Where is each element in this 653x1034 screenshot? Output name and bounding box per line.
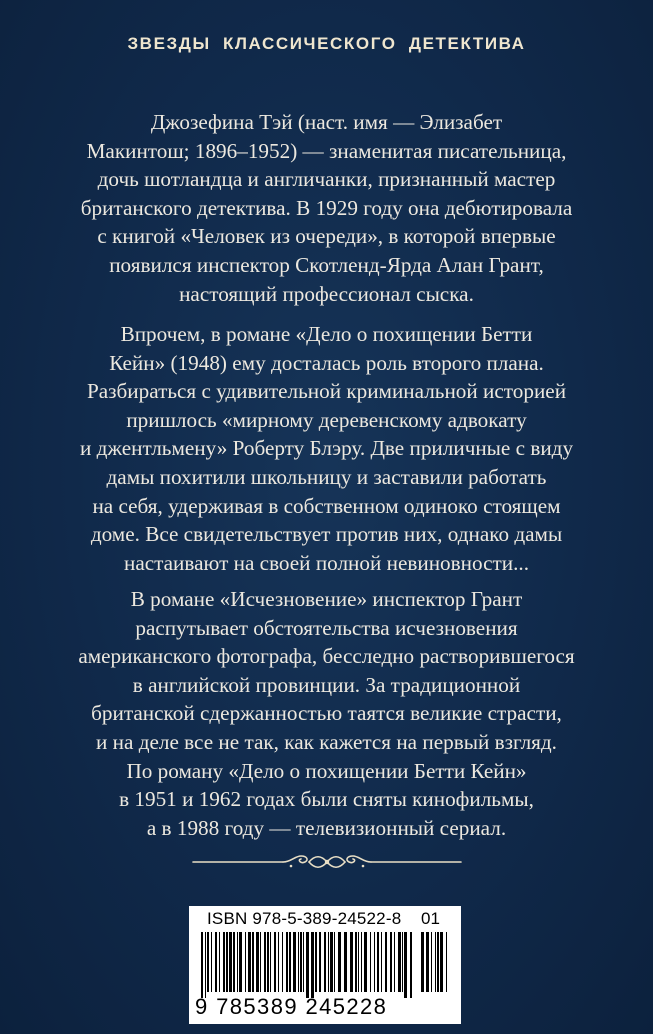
barcode-stripe <box>237 932 238 992</box>
barcode-stripe <box>381 932 382 992</box>
barcode-stripe <box>239 932 242 992</box>
barcode-stripe <box>248 932 251 992</box>
barcode-stripe <box>223 932 225 992</box>
text-line: в 1951 и 1962 годах были сняты кинофильмы, <box>119 787 534 812</box>
barcode-stripe <box>264 932 266 992</box>
barcode-stripe <box>355 932 357 992</box>
barcode-stripe <box>437 932 439 992</box>
barcode-stripe <box>440 932 443 992</box>
barcode-stripe <box>319 932 321 992</box>
annotation-paragraph-2 <box>60 320 593 577</box>
text-line: с книгой «Человек из очереди», в которой впервые <box>97 224 556 249</box>
barcode-stripe <box>328 932 329 992</box>
text-line: пришлось «мирному деревенскому адвокату <box>126 407 527 432</box>
text-line: распутывает обстоятельства исчезновения <box>135 615 518 640</box>
barcode-stripe <box>398 932 401 992</box>
barcode-stripe <box>421 932 424 992</box>
text-line: Джозефина Тэй (наст. имя — Элизабет <box>150 110 503 134</box>
text-line: Разбираться с удивительной криминальной историей <box>86 379 567 404</box>
text-line: В романе «Исчезновение» инспектор Грант <box>130 587 523 611</box>
text-line: в английской провинции. За традиционной <box>132 672 521 697</box>
text-line: настоящий профессионал сыска. <box>179 281 474 306</box>
barcode-stripe <box>207 932 209 992</box>
barcode-stripe <box>338 932 341 992</box>
barcode-stripe <box>252 932 254 992</box>
barcode-stripe <box>215 932 217 992</box>
text-line: на себя, удерживая в собственном одиноко стоящем <box>92 493 561 518</box>
barcode-addon-label: 01 <box>421 909 440 928</box>
barcode-stripe <box>315 932 317 992</box>
text-line: доме. Все свидетельствует против них, однако дамы <box>90 522 563 547</box>
barcode-digits: 9 785389 245228 <box>195 994 388 1019</box>
text-line: настаивают на своей полной невиновности... <box>123 550 529 575</box>
barcode-stripe <box>394 932 395 992</box>
barcode-stripe <box>370 932 371 992</box>
text-line: и на деле все не так, как кажется на первый взгляд. <box>96 729 557 754</box>
barcode-stripe <box>201 932 203 998</box>
barcode-stripe <box>300 932 302 992</box>
barcode-stripe <box>350 932 353 992</box>
barcode-stripe <box>364 932 367 992</box>
barcode-stripe <box>330 932 333 992</box>
barcode-stripe <box>256 932 259 992</box>
barcode-stripe <box>293 932 296 992</box>
text-line: дамы похитили школьницу и заставили работать <box>106 464 547 489</box>
decorative-ornament-divider <box>191 851 463 873</box>
barcode-stripe <box>374 932 375 992</box>
barcode-stripe <box>377 932 379 992</box>
isbn-barcode <box>189 906 461 1024</box>
text-line: дочь шотландца и англичанки, признанный мастер <box>97 167 556 192</box>
barcode-stripe <box>426 932 429 992</box>
barcode-stripe <box>260 932 261 992</box>
text-line: По роману «Дело о похищении Бетти Кейн» <box>126 758 527 783</box>
barcode-stripe <box>233 932 235 992</box>
isbn-label: ISBN 978-5-389-24522-8 <box>207 909 402 928</box>
annotation-paragraph-3 <box>60 585 593 842</box>
series-title: ЗВЕЗДЫ КЛАССИЧЕСКОГО ДЕТЕКТИВА <box>127 34 526 53</box>
barcode-stripe <box>385 932 387 992</box>
barcode-stripe <box>211 932 212 992</box>
barcode-stripe <box>306 932 309 998</box>
barcode-stripe <box>274 932 276 992</box>
text-line: Впрочем, в романе «Дело о похищении Бетти <box>120 322 533 346</box>
barcode-stripe <box>358 932 359 992</box>
barcode-stripe <box>229 932 232 992</box>
barcode-bars <box>199 932 413 998</box>
barcode-stripe <box>344 932 347 992</box>
barcode-stripe <box>267 932 269 992</box>
barcode-stripe <box>402 932 403 992</box>
barcode-stripe <box>245 932 246 992</box>
text-line: Макинтош; 1896–1952) — знаменитая писательница, <box>86 138 567 163</box>
barcode-stripe <box>311 932 314 998</box>
text-line: британского детектива. В 1929 году она дебютировала <box>80 195 573 220</box>
barcode-stripe <box>334 932 335 992</box>
barcode-stripe <box>286 932 288 992</box>
barcode-stripe <box>282 932 283 992</box>
annotation-paragraph-1 <box>60 108 593 308</box>
barcode-stripe <box>435 932 436 992</box>
text-line: Кейн» (1948) ему досталась роль второго плана. <box>109 350 544 375</box>
barcode-stripe <box>390 932 392 992</box>
barcode-stripe <box>303 932 304 992</box>
barcode-stripe <box>226 932 228 992</box>
barcode-stripe <box>205 932 206 998</box>
barcode-stripe <box>289 932 291 992</box>
text-line: американского фотографа, бесследно растворившегося <box>78 644 575 669</box>
barcode-stripe <box>404 932 407 998</box>
text-line: а в 1988 году — телевизионный сериал. <box>146 815 507 840</box>
barcode-stripe <box>219 932 220 992</box>
text-line: и джентльмену» Роберту Блэру. Две приличные с виду <box>79 436 574 461</box>
barcode-stripe <box>270 932 271 992</box>
barcode-stripe <box>278 932 279 992</box>
barcode-stripe <box>324 932 326 992</box>
barcode-stripe <box>410 932 412 998</box>
barcode-stripe <box>298 932 299 992</box>
barcode-addon-bars <box>419 932 453 998</box>
text-line: британской сдержанностью таятся великие страсти, <box>91 701 562 726</box>
barcode-stripe <box>431 932 432 992</box>
barcode-stripe <box>446 932 447 992</box>
barcode-stripe <box>361 932 362 992</box>
text-line: появился инспектор Скотленд-Ярда Алан Грант, <box>109 252 544 277</box>
